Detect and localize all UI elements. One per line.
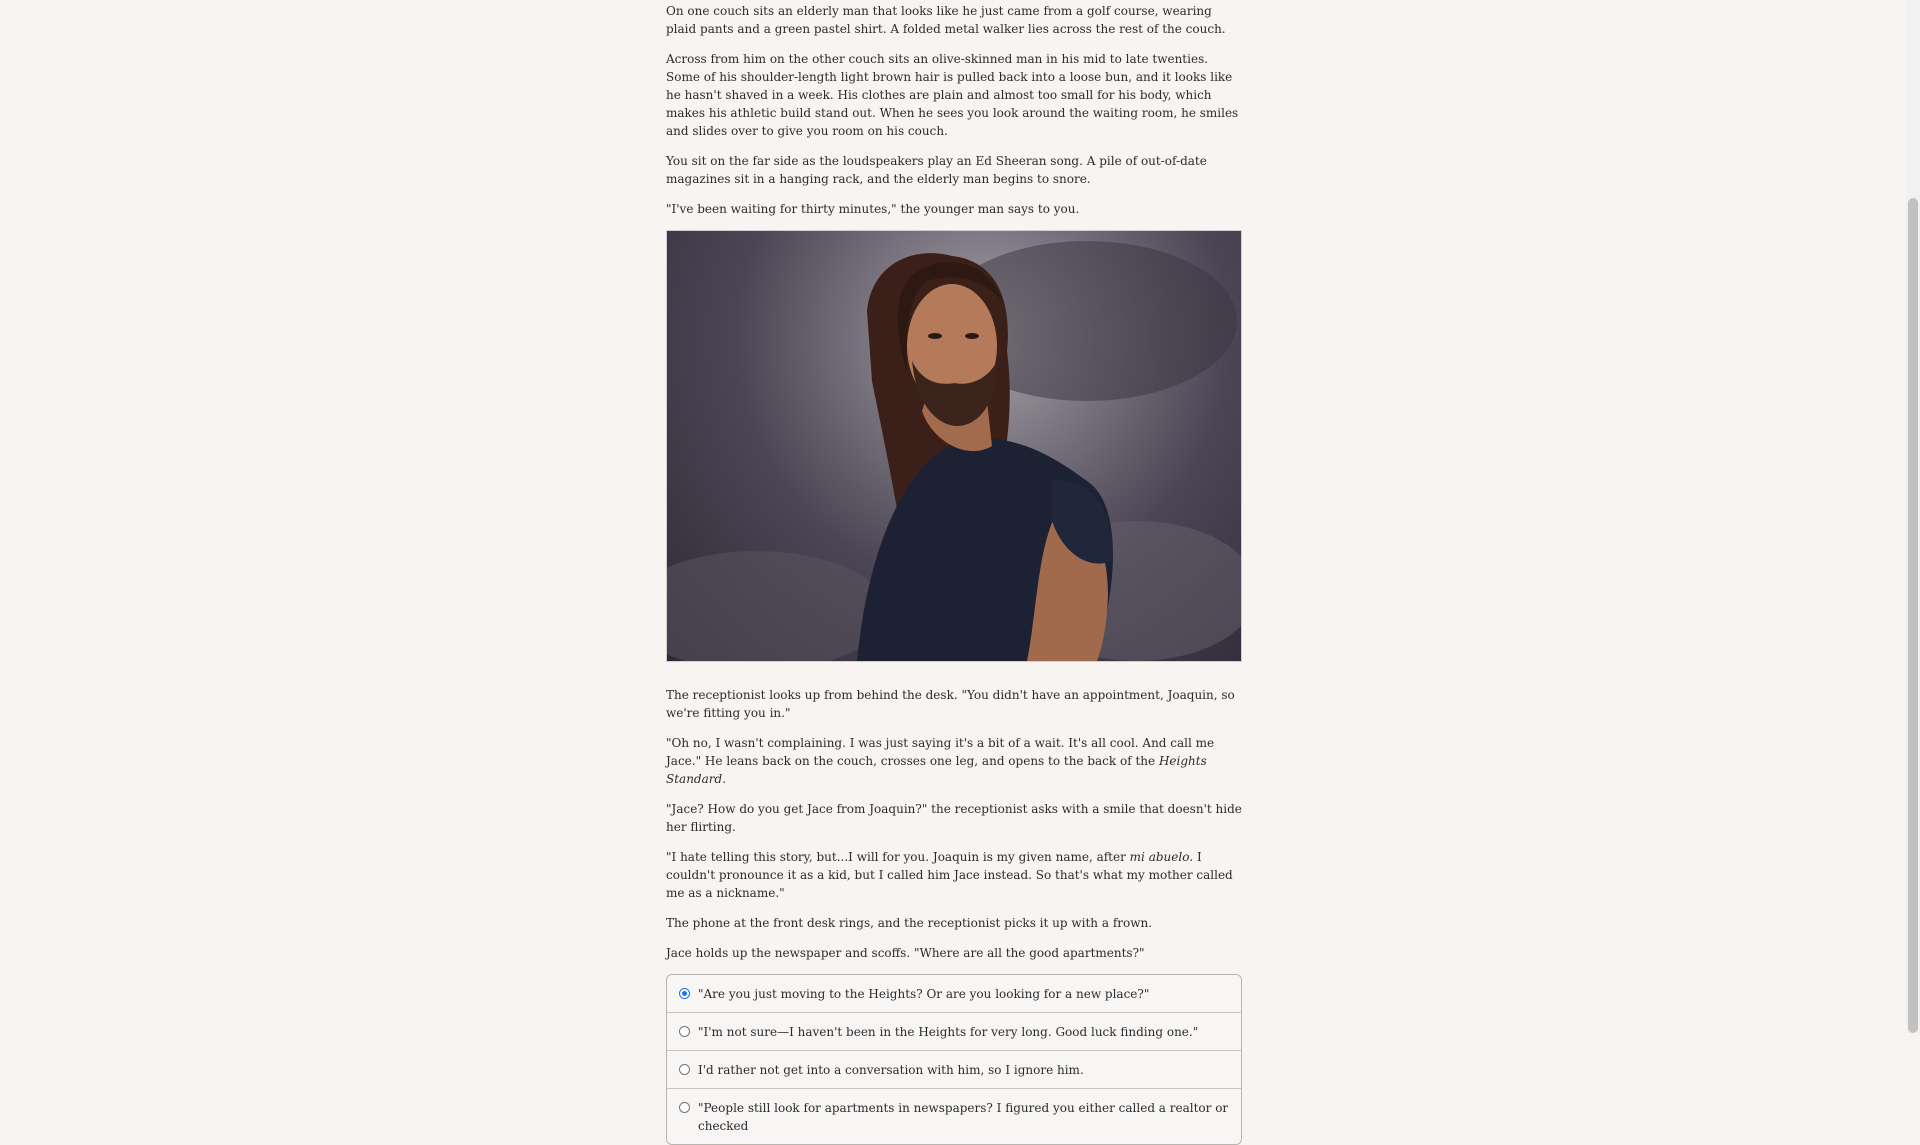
choice-label[interactable]: "Are you just moving to the Heights? Or are you looking for a new place?" [698, 987, 1150, 1001]
story-paragraph: "Jace? How do you get Jace from Joaquin?" the receptionist asks with a smile that doesn't hide her flirting. [666, 802, 1242, 834]
text-segment: "I hate telling this story, but...I will for you. Joaquin is my given name, after [666, 850, 1130, 864]
radio-button[interactable] [679, 1064, 690, 1075]
choice-option[interactable] [667, 1088, 1241, 1144]
story-column [666, 0, 1242, 1145]
radio-button-selected[interactable] [679, 988, 690, 999]
story-paragraph: On one couch sits an elderly man that looks like he just came from a golf course, wearing plaid pants and a green pastel shirt. A folded metal walker lies across the rest of the couch. [666, 4, 1226, 36]
newspaper-title: Heights Standard [666, 754, 1207, 786]
choice-label[interactable]: I'd rather not get into a conversation with him, so I ignore him. [698, 1063, 1084, 1077]
choice-label[interactable]: "People still look for apartments in newspapers? I figured you either called a realtor or checked [698, 1101, 1229, 1133]
story-paragraph: You sit on the far side as the loudspeakers play an Ed Sheeran song. A pile of out-of-date magazines sit in a hanging rack, and the elderly man begins to snore. [666, 154, 1207, 186]
radio-button[interactable] [679, 1102, 690, 1113]
story-paragraph [666, 734, 1242, 788]
scrollbar-thumb[interactable] [1908, 198, 1918, 1033]
story-paragraph: Jace holds up the newspaper and scoffs. "Where are all the good apartments?" [666, 946, 1145, 960]
text-segment: . [722, 772, 727, 786]
text-segment: "Oh no, I wasn't complaining. I was just saying it's a bit of a wait. It's all cool. And call me Jace." He leans back on the couch, crosses one leg, and opens to the back of the [666, 736, 1215, 768]
story-paragraph: The phone at the front desk rings, and the receptionist picks it up with a frown. [666, 916, 1153, 930]
italic-phrase: mi abuelo [1129, 850, 1190, 864]
character-portrait-jace [666, 230, 1242, 662]
story-paragraph [666, 848, 1242, 902]
vertical-scrollbar[interactable] [1906, 0, 1920, 1033]
choice-list [666, 974, 1242, 1145]
text-segment: . I couldn't pronounce it as a kid, but I called him Jace instead. So that's what my mother called me as a nickname." [666, 850, 1233, 900]
choice-label[interactable]: "I'm not sure—I haven't been in the Heights for very long. Good luck finding one." [698, 1025, 1199, 1039]
choice-option[interactable] [667, 1012, 1241, 1050]
story-paragraph: Across from him on the other couch sits an olive-skinned man in his mid to late twenties. Some of his shoulder-length light brown hair is pulled back into a loose bun, and it looks like he hasn't shaved in a week. His clothes are plain and almost too small for his body, which makes his athletic build stand out. When he sees you look around the waiting room, he smiles and slides over to give you room on his couch. [666, 52, 1239, 138]
story-paragraph: "I've been waiting for thirty minutes," the younger man says to you. [666, 202, 1080, 216]
choice-option[interactable] [667, 975, 1241, 1012]
radio-button[interactable] [679, 1026, 690, 1037]
story-paragraph: The receptionist looks up from behind the desk. "You didn't have an appointment, Joaquin, so we're fitting you in." [666, 688, 1235, 720]
choice-option[interactable] [667, 1050, 1241, 1088]
